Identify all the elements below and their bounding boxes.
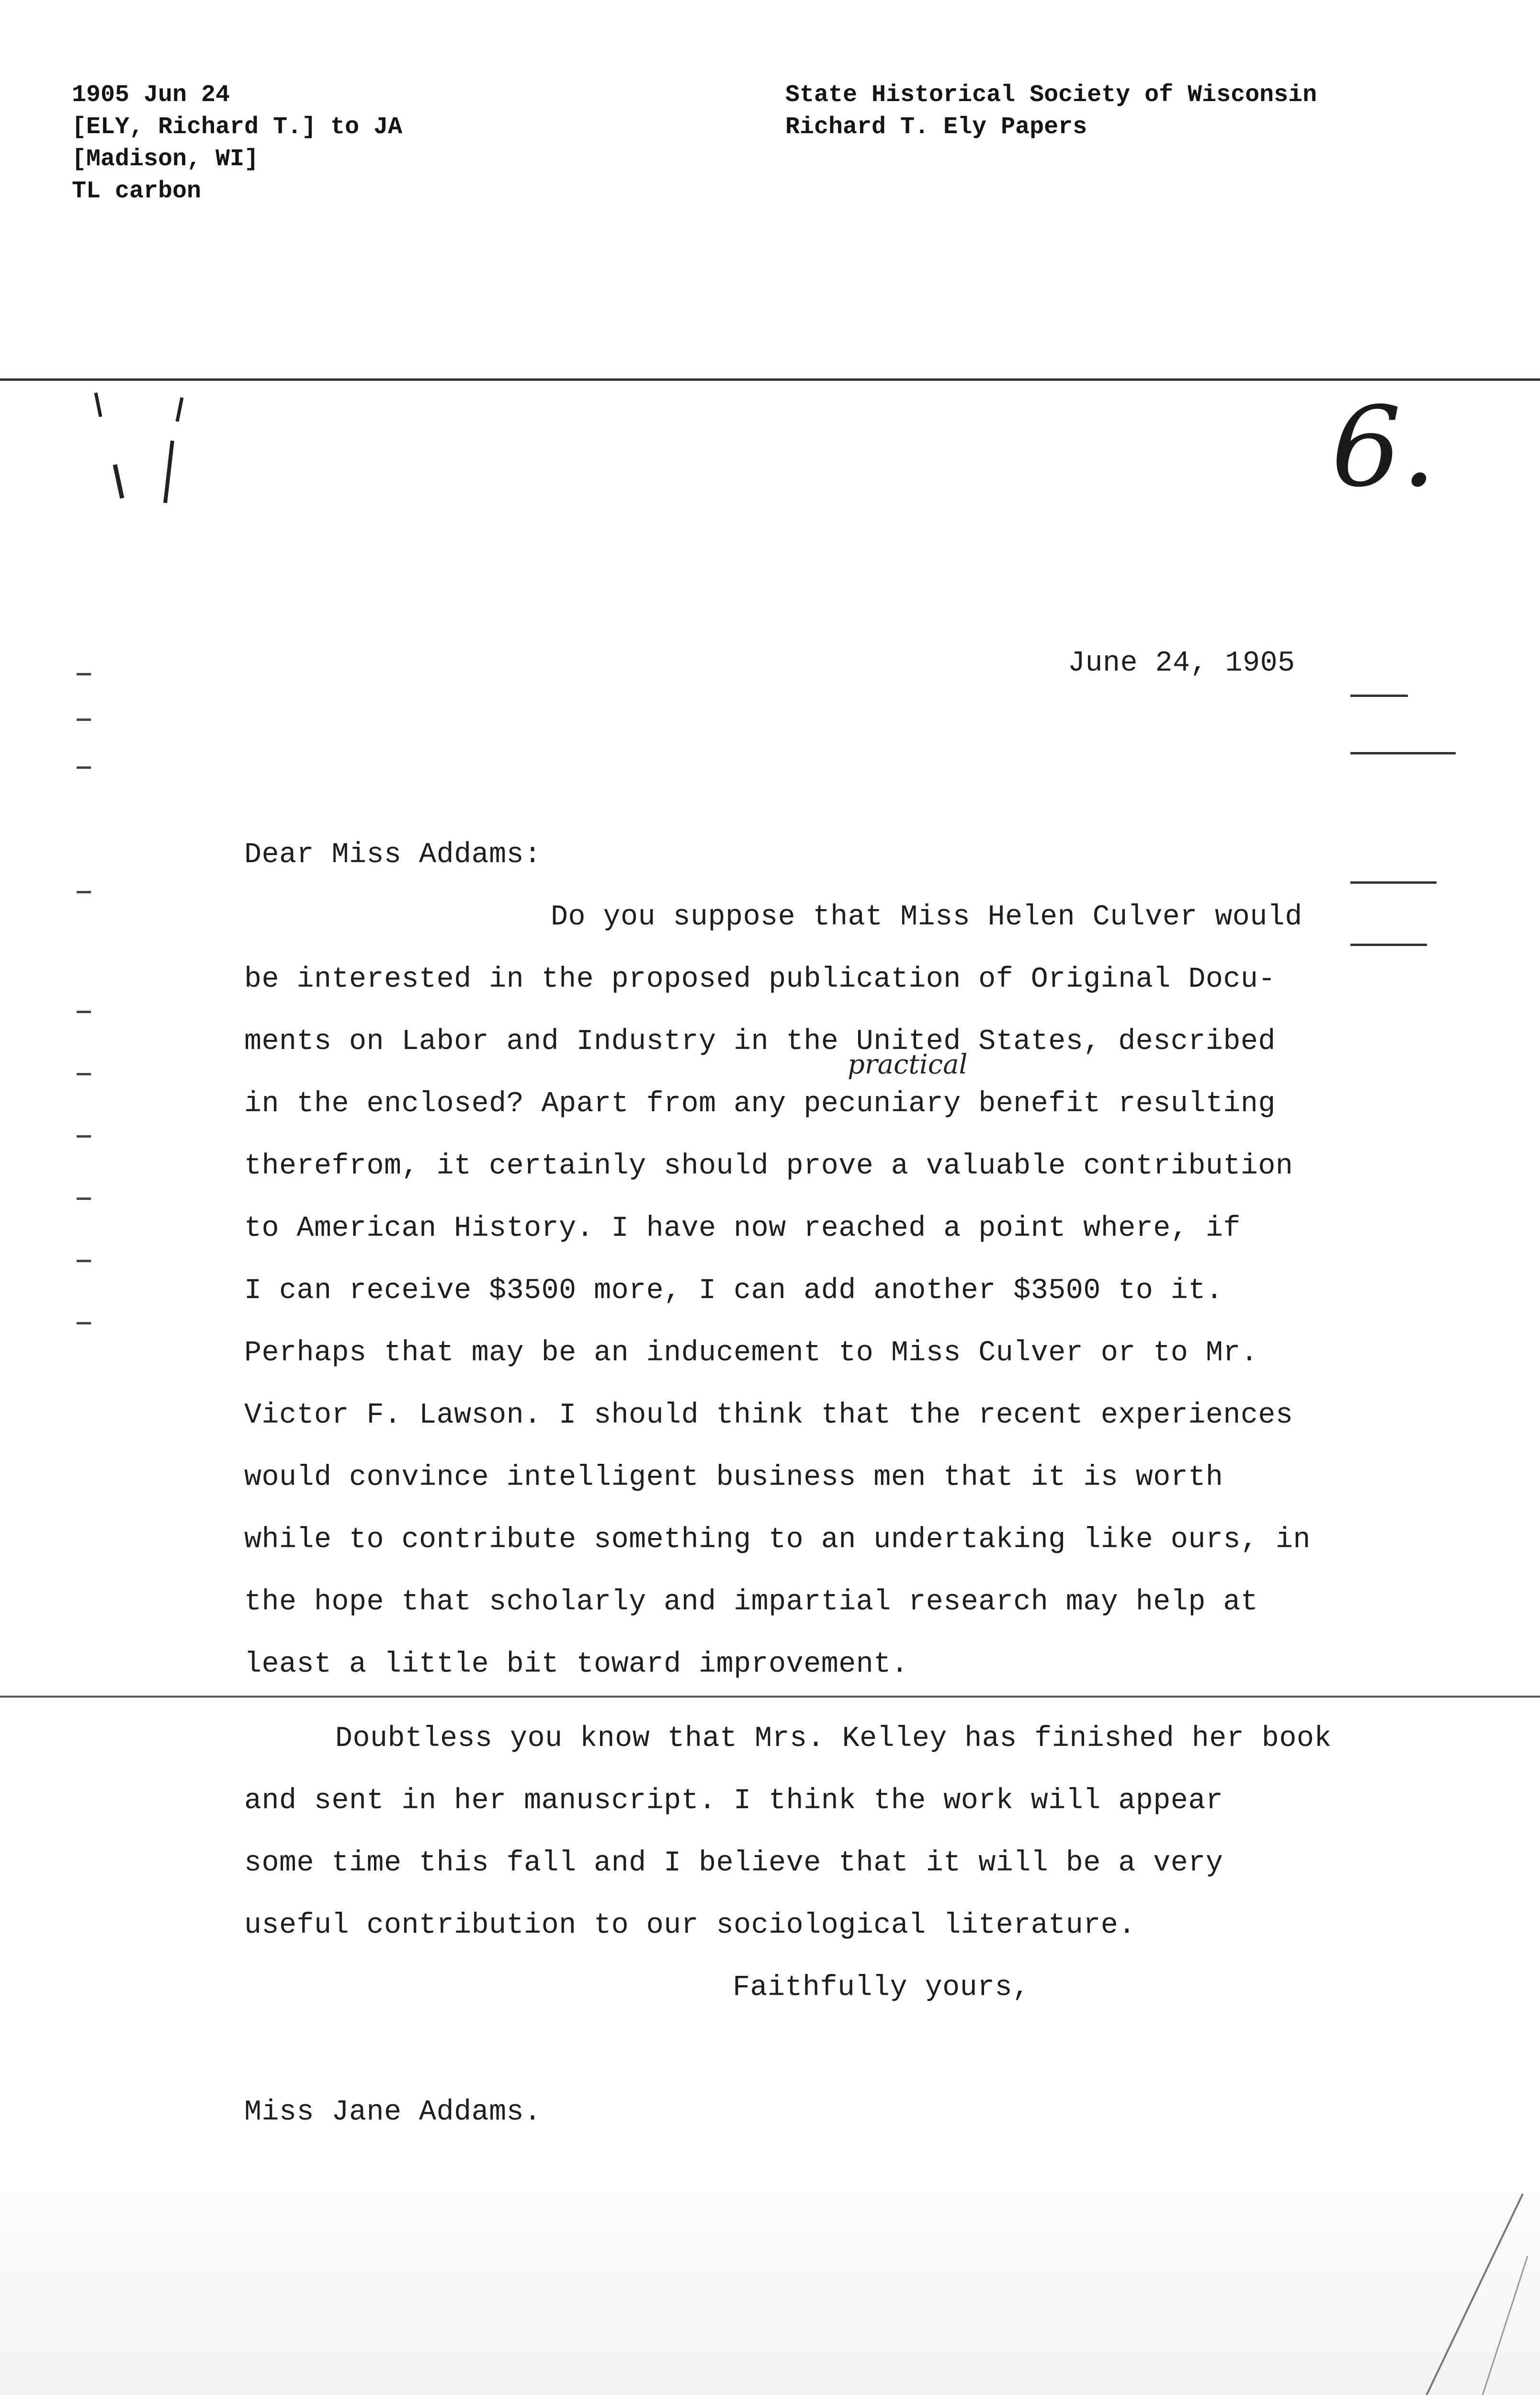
paragraph-2-line: and sent in her manuscript. I think the work will appear [244,1785,1223,1817]
paragraph-1-line: Perhaps that may be an inducement to Miss Culver or to Mr. [244,1337,1258,1369]
sheet-top-edge [0,378,1540,381]
corner-crease [1389,2184,1532,2395]
margin-tick [77,673,91,675]
paragraph-2-line: useful contribution to our sociological literature. [244,1909,1136,1942]
header-repository: State Historical Society of Wisconsin [785,81,1317,109]
header-collection: Richard T. Ely Papers [785,114,1087,141]
sheet-bottom-shading [0,2146,1540,2395]
letter-date: June 24, 1905 [1068,647,1295,680]
header-correspondents: [ELY, Richard T.] to JA [72,114,403,141]
paragraph-1-line: be interested in the proposed publication of Original Docu- [244,963,1276,996]
paragraph-1-line: to American History. I have now reached a point where, if [244,1212,1241,1245]
header-place: [Madison, WI] [72,146,259,173]
margin-tick [77,891,91,893]
margin-tick [77,1198,91,1200]
sheet-seam [0,1696,1540,1698]
paragraph-1-line: Do you suppose that Miss Helen Culver would [551,901,1302,934]
page-number: 6. [1331,384,1437,512]
margin-dash [1350,752,1456,754]
margin-tick [77,1073,91,1075]
margin-tick [77,766,91,769]
paragraph-1-line: Victor F. Lawson. I should think that the recent experiences [244,1399,1293,1432]
margin-dash [1350,944,1427,946]
margin-tick [77,1322,91,1324]
paragraph-2-line: some time this fall and I believe that it will be a very [244,1847,1223,1880]
margin-tick [77,1135,91,1138]
margin-tick [77,1011,91,1013]
handwritten-correction: practical [848,1049,968,1080]
paragraph-1-line: I can receive $3500 more, I can add another $3500 to it. [244,1275,1223,1307]
margin-dash [1350,881,1437,884]
paragraph-2-line: Doubtless you know that Mrs. Kelley has finished her book [335,1722,1332,1755]
paragraph-1-line: ments on Labor and Industry in the United States, described [244,1026,1276,1058]
margin-tick [77,1260,91,1262]
header-date: 1905 Jun 24 [72,81,230,109]
margin-dash [1350,695,1408,697]
stray-marks [86,383,196,513]
paragraph-1-line: in the enclosed? Apart from any pecuniary benefit resulting [244,1088,1276,1120]
salutation: Dear Miss Addams: [244,839,542,871]
paragraph-1-line: least a little bit toward improvement. [244,1648,909,1681]
recipient: Miss Jane Addams. [244,2096,542,2129]
paragraph-1-line: would convince intelligent business men that it is worth [244,1461,1223,1494]
paragraph-1-line: while to contribute something to an undertaking like ours, in [244,1524,1311,1556]
closing: Faithfully yours, [733,1972,1030,2004]
paragraph-1-line: the hope that scholarly and impartial research may help at [244,1586,1258,1619]
margin-tick [77,718,91,721]
paragraph-1-line: therefrom, it certainly should prove a valuable contribution [244,1150,1293,1183]
header-doc-type: TL carbon [72,178,202,205]
